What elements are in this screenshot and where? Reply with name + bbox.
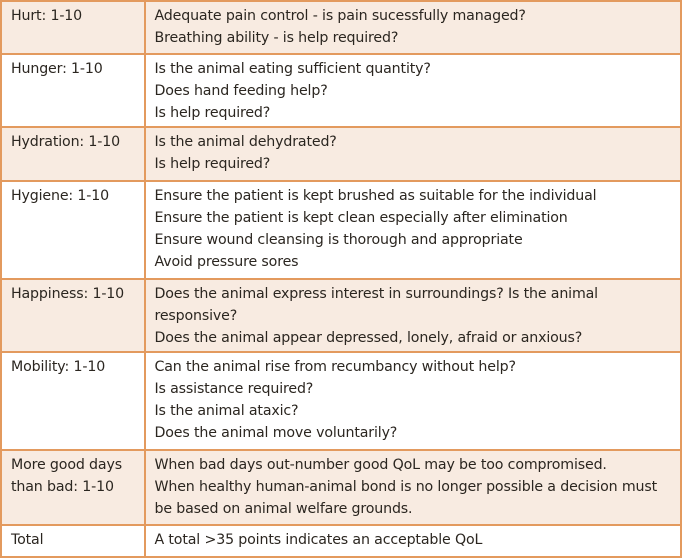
criterion-cell bbox=[1, 525, 145, 557]
criterion-cell bbox=[1, 352, 145, 450]
table-row-hydration bbox=[1, 127, 681, 181]
guidance-line: Is the animal dehydrated? bbox=[154, 134, 337, 150]
guidance-cell bbox=[145, 352, 681, 450]
guidance-line: Is the animal ataxic? bbox=[154, 403, 299, 419]
guidance-line: Adequate pain control - is pain sucessfully managed? bbox=[154, 8, 526, 24]
guidance-line: Ensure wound cleansing is thorough and appropriate bbox=[154, 232, 523, 248]
guidance-line: Breathing ability - is help required? bbox=[154, 30, 399, 46]
guidance-line: When healthy human-animal bond is no longer possible a decision must be based on animal welfare grounds. bbox=[154, 479, 658, 517]
guidance-line: When bad days out-number good QoL may be too compromised. bbox=[154, 457, 607, 473]
guidance-line: Ensure the patient is kept brushed as suitable for the individual bbox=[154, 188, 597, 204]
guidance-line: Avoid pressure sores bbox=[154, 254, 299, 270]
table-row-hunger bbox=[1, 54, 681, 127]
guidance-line: Is help required? bbox=[154, 156, 271, 172]
table-row-happiness bbox=[1, 279, 681, 352]
guidance-line: Is help required? bbox=[154, 105, 271, 121]
table-row-total bbox=[1, 525, 681, 557]
table-row-more-good-days bbox=[1, 450, 681, 525]
criterion-label: Happiness: 1-10 bbox=[11, 286, 125, 302]
guidance-cell bbox=[145, 54, 681, 127]
criterion-label: Hygiene: 1-10 bbox=[11, 188, 109, 204]
criterion-cell bbox=[1, 279, 145, 352]
guidance-line: Does the animal move voluntarily? bbox=[154, 425, 398, 441]
criterion-label: Mobility: 1-10 bbox=[11, 359, 106, 375]
criterion-label: Hydration: 1-10 bbox=[11, 134, 121, 150]
criterion-label: More good days than bad: 1-10 bbox=[11, 457, 122, 495]
criterion-cell bbox=[1, 54, 145, 127]
criterion-label: Total bbox=[11, 532, 44, 548]
criterion-cell bbox=[1, 1, 145, 54]
criterion-cell bbox=[1, 127, 145, 181]
guidance-line: Does hand feeding help? bbox=[154, 83, 328, 99]
guidance-line: Is the animal eating sufficient quantity? bbox=[154, 61, 431, 77]
guidance-cell bbox=[145, 127, 681, 181]
criterion-cell bbox=[1, 181, 145, 279]
guidance-line: Is assistance required? bbox=[154, 381, 314, 397]
guidance-cell bbox=[145, 181, 681, 279]
guidance-line: A total >35 points indicates an acceptable QoL bbox=[154, 532, 483, 548]
guidance-line: Does the animal appear depressed, lonely, afraid or anxious? bbox=[154, 330, 583, 346]
criterion-cell bbox=[1, 450, 145, 525]
guidance-line: Can the animal rise from recumbancy without help? bbox=[154, 359, 516, 375]
table-row-mobility bbox=[1, 352, 681, 450]
guidance-line: Ensure the patient is kept clean especially after elimination bbox=[154, 210, 568, 226]
table-row-hygiene bbox=[1, 181, 681, 279]
guidance-cell bbox=[145, 279, 681, 352]
guidance-cell bbox=[145, 450, 681, 525]
guidance-cell bbox=[145, 1, 681, 54]
guidance-cell bbox=[145, 525, 681, 557]
criterion-label: Hunger: 1-10 bbox=[11, 61, 103, 77]
table-row-hurt bbox=[1, 1, 681, 54]
guidance-line: Does the animal express interest in surroundings? Is the animal responsive? bbox=[154, 286, 598, 324]
criterion-label: Hurt: 1-10 bbox=[11, 8, 83, 24]
